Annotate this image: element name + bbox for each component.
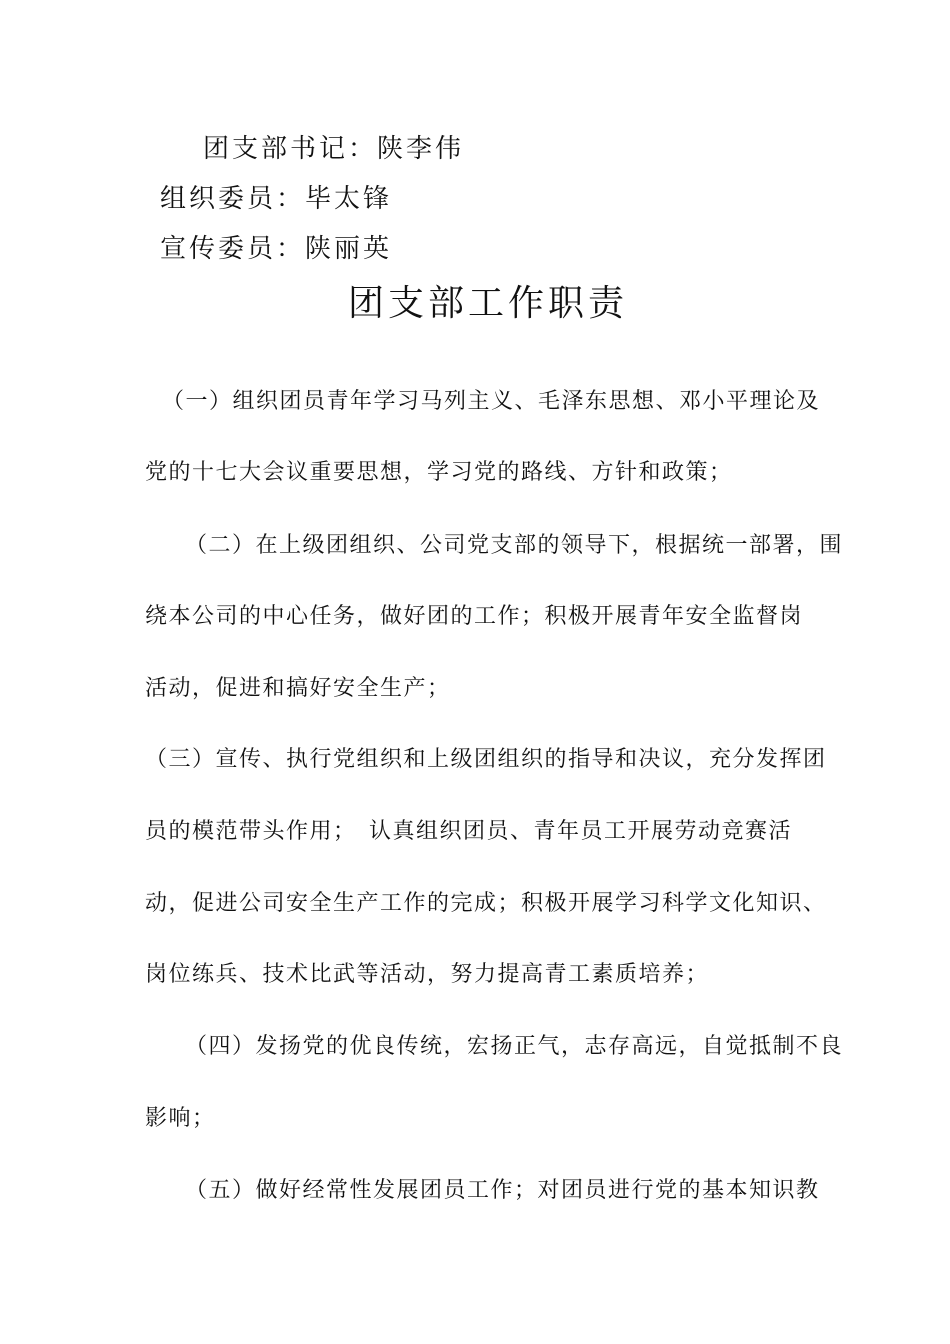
paragraph-line: 党的十七大会议重要思想，学习党的路线、方针和政策；: [145, 460, 733, 485]
document-title: 团支部工作职责: [348, 283, 629, 324]
paragraph-line: （二）在上级团组织、公司党支部的领导下，根据统一部署，围: [185, 533, 844, 558]
paragraph-line: 活动，促进和搞好安全生产；: [145, 676, 451, 701]
paragraph-line: （一）组织团员青年学习马列主义、毛泽东思想、邓小平理论及: [162, 389, 821, 414]
paragraph-line: （五）做好经常性发展团员工作；对团员进行党的基本知识教: [185, 1178, 820, 1203]
paragraph-line: 岗位练兵、技术比武等活动，努力提高青工素质培养；: [145, 962, 710, 987]
publicity-member-line: 宣传委员：陕丽英: [160, 234, 393, 264]
paragraph-line: 动，促进公司安全生产工作的完成；积极开展学习科学文化知识、: [145, 891, 827, 916]
paragraph-line: （四）发扬党的优良传统，宏扬正气，志存高远，自觉抵制不良: [185, 1034, 844, 1059]
paragraph-line: 员的模范带头作用； 认真组织团员、青年员工开展劳动竞赛活: [145, 819, 793, 844]
secretary-line: 团支部书记：陕李伟: [203, 134, 465, 164]
organization-member-line: 组织委员：毕太锋: [160, 184, 393, 214]
paragraph-line: （三）宣传、执行党组织和上级团组织的指导和决议，充分发挥团: [145, 747, 827, 772]
paragraph-line: 影响；: [145, 1106, 216, 1131]
paragraph-line: 绕本公司的中心任务，做好团的工作；积极开展青年安全监督岗: [145, 604, 804, 629]
